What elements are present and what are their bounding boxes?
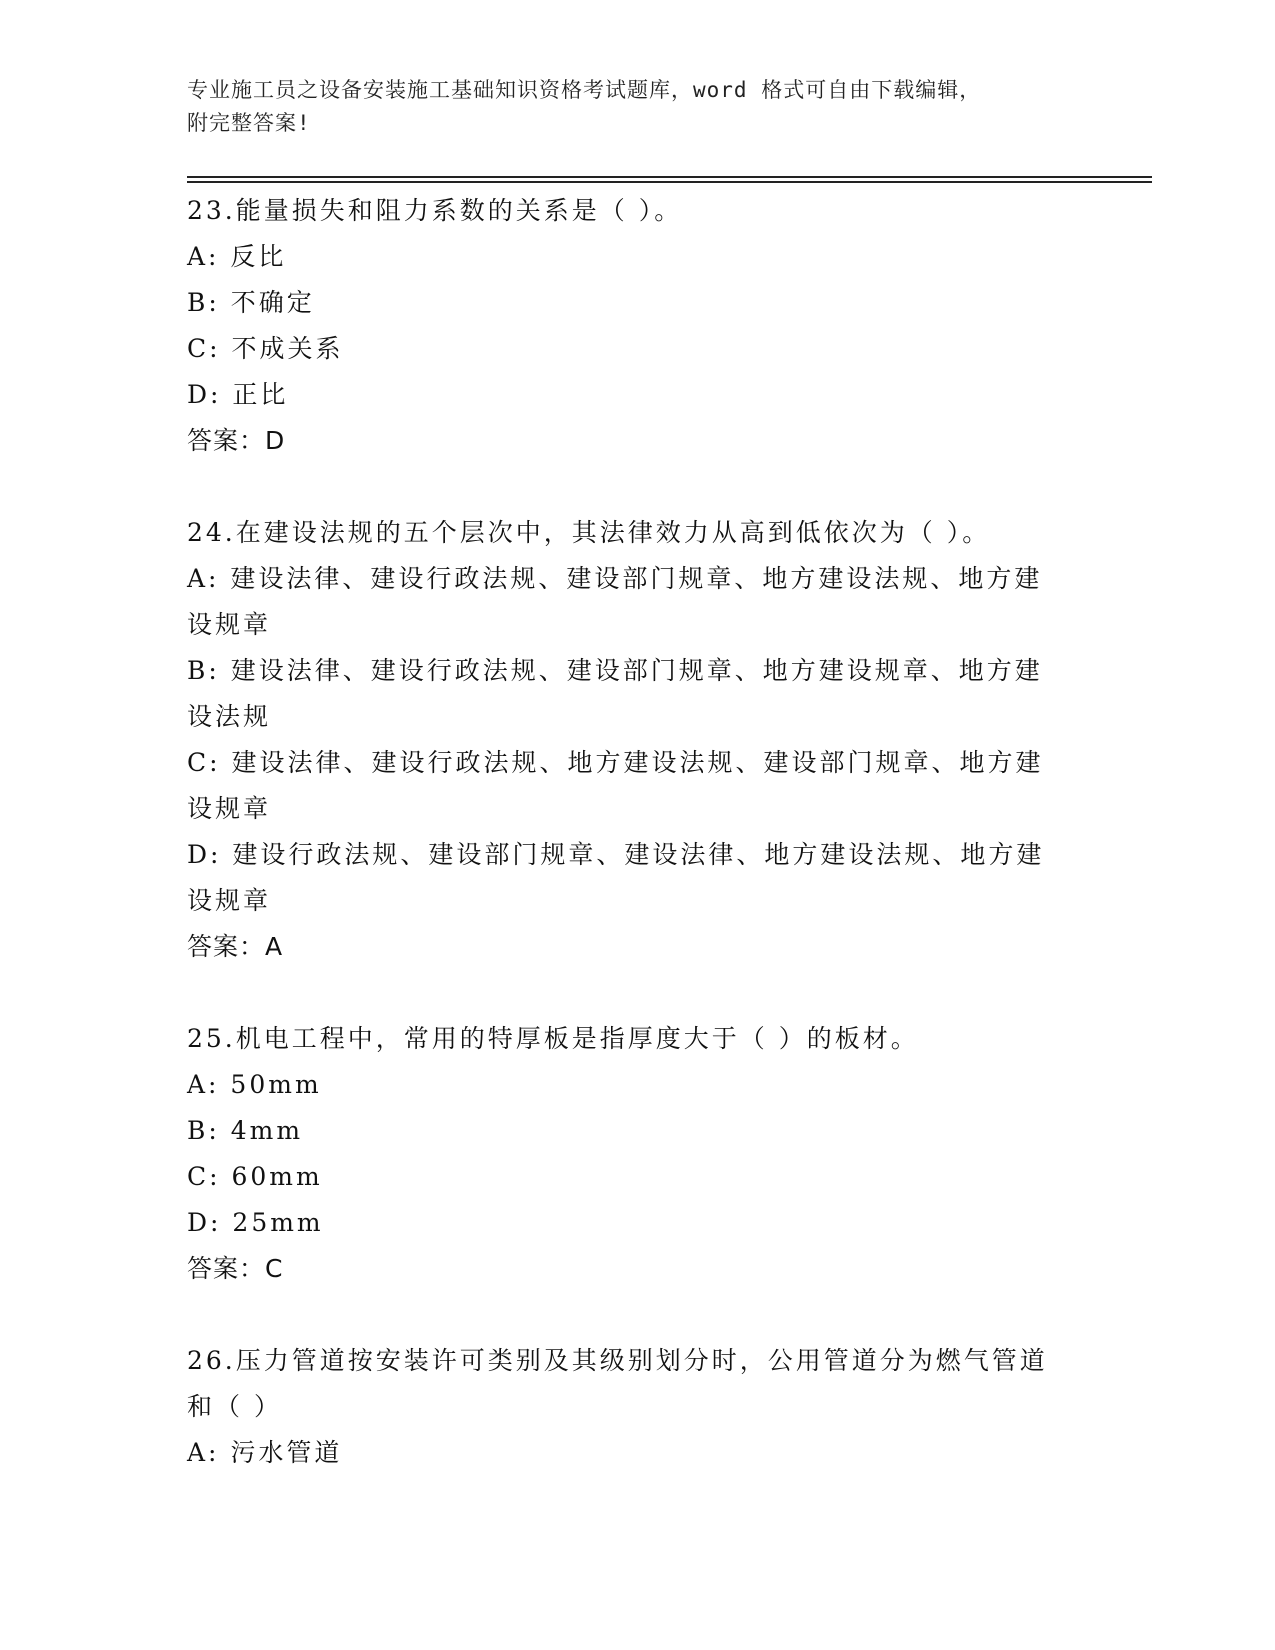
option-d: D: 正比	[187, 380, 289, 409]
question-24	[187, 510, 1067, 970]
question-stem: 23.能量损失和阻力系数的关系是（ ）。	[187, 196, 683, 225]
option-c: C: 建设法律、建设行政法规、地方建设法规、建设部门规章、地方建设规章	[187, 748, 1044, 823]
question-list	[187, 188, 1067, 1522]
answer-label: 答案：D	[187, 426, 286, 455]
header-divider-top	[187, 176, 1152, 178]
option-d: D: 建设行政法规、建设部门规章、建设法律、地方建设法规、地方建设规章	[187, 840, 1045, 915]
header-line-2: 附完整答案!	[187, 111, 311, 135]
question-stem: 25.机电工程中，常用的特厚板是指厚度大于（ ）的板材。	[187, 1024, 919, 1053]
option-a: A: 50mm	[187, 1070, 322, 1099]
option-d: D: 25mm	[187, 1208, 324, 1237]
option-a: A: 反比	[187, 242, 287, 271]
question-26	[187, 1338, 1067, 1476]
answer-label: 答案：C	[187, 1254, 284, 1283]
option-c: C: 不成关系	[187, 334, 344, 363]
header-line-1: 专业施工员之设备安装施工基础知识资格考试题库，word 格式可自由下载编辑，	[187, 78, 982, 102]
option-b: B: 4mm	[187, 1116, 304, 1145]
header-divider-bottom	[187, 181, 1152, 183]
option-b: B: 建设法律、建设行政法规、建设部门规章、地方建设规章、地方建设法规	[187, 656, 1043, 731]
option-a: A: 污水管道	[187, 1438, 343, 1467]
document-header	[187, 74, 1087, 140]
question-stem: 26.压力管道按安装许可类别及其级别划分时，公用管道分为燃气管道和（ ）	[187, 1346, 1048, 1421]
answer-label: 答案：A	[187, 932, 284, 961]
option-b: B: 不确定	[187, 288, 315, 317]
option-c: C: 60mm	[187, 1162, 323, 1191]
question-23	[187, 188, 1067, 464]
question-stem: 24.在建设法规的五个层次中，其法律效力从高到低依次为（ ）。	[187, 518, 991, 547]
option-a: A: 建设法律、建设行政法规、建设部门规章、地方建设法规、地方建设规章	[187, 564, 1043, 639]
question-25	[187, 1016, 1067, 1292]
